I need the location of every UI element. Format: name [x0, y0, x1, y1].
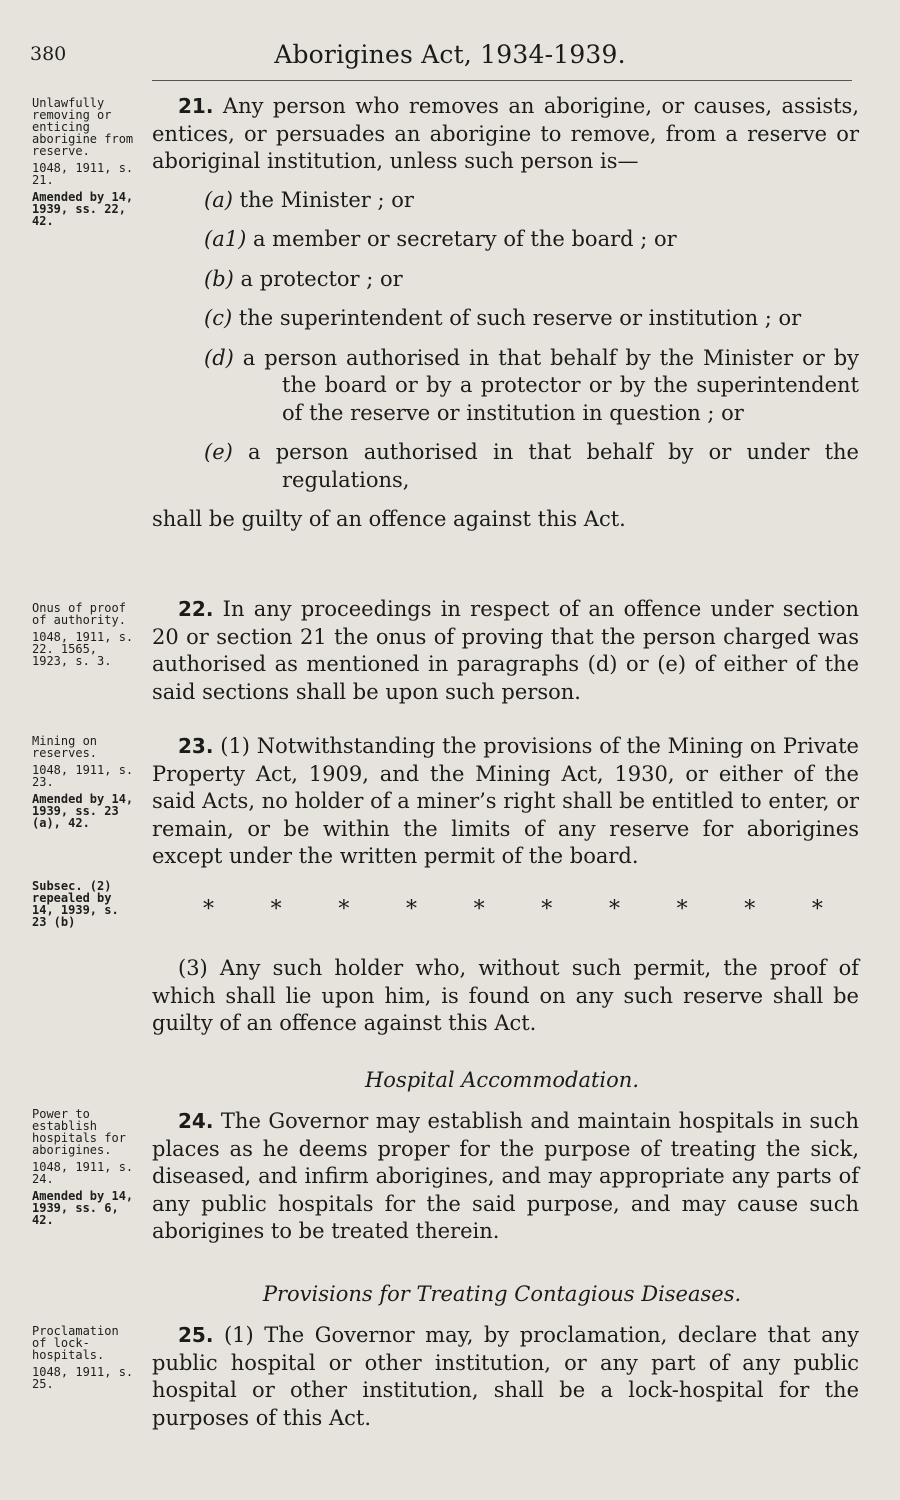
item-label: (b): [204, 266, 234, 291]
margin-note-amended: Amended by 14, 1939, ss. 6, 42.: [32, 1189, 134, 1227]
item-label: (c): [204, 306, 233, 330]
header-divider: [152, 80, 852, 81]
margin-note-ref: 1048, 1911, s. 24.: [32, 1160, 134, 1186]
margin-note-s24: [32, 1108, 140, 1231]
star: *: [811, 897, 823, 922]
margin-note-amended: Amended by 14, 1939, ss. 22, 42.: [32, 190, 134, 228]
item-text: the Minister ; or: [239, 187, 414, 212]
section-number: 23.: [178, 734, 214, 758]
section-22: [152, 596, 859, 706]
star: *: [473, 897, 485, 922]
margin-note-s25: [32, 1325, 140, 1395]
section-23: [152, 733, 859, 871]
star: *: [744, 897, 756, 922]
heading-contagious-diseases: Provisions for Treating Contagious Diseases.: [262, 1282, 742, 1306]
margin-note-s23-subsec: [32, 880, 140, 933]
section-text: In any proceedings in respect of an offence under section 20 or section 21 the onus of proving that the person charged was authorised as mentioned in paragraphs (d) or (e) of either of the said sections shall be upon such person.: [152, 597, 859, 704]
margin-note-ref: 1048, 1911, s. 21.: [32, 161, 134, 187]
margin-note-ref: 1048, 1911, s. 23.: [32, 763, 134, 789]
item-text: a person authorised in that behalf by the Minister or by the board or by a protector or by the superintendent of the reserve or institution in question ; or: [242, 345, 860, 425]
list-item: [152, 266, 859, 294]
section-number: 22.: [178, 597, 214, 621]
margin-note-amended: Amended by 14, 1939, ss. 23 (a), 42.: [32, 792, 134, 830]
star: *: [338, 897, 350, 922]
section-21-conclusion: shall be guilty of an offence against this Act.: [152, 507, 626, 531]
star: *: [608, 897, 620, 922]
section-text: Any person who removes an aborigine, or causes, assists, entices, or persuades an aborigine to remove, from a reserve or aboriginal institution, unless such person is—: [152, 94, 859, 173]
margin-note-title: Unlawfully removing or enticing aborigine from reserve.: [32, 96, 134, 158]
section-23-text: [152, 733, 859, 871]
item-text: a protector ; or: [240, 266, 403, 291]
section-text: (1) Notwithstanding the provisions of the Mining on Private Property Act, 1909, and the Mining Act, 1930, or either of the said Acts, no holder of a miner’s right shall be entitled to enter, or remain, or be within the limits of any reserve for aborigines except under the written permit of the board.: [152, 734, 859, 868]
item-label: (a): [204, 187, 233, 212]
item-text: a member or secretary of the board ; or: [252, 227, 677, 251]
section-22-text: [152, 596, 859, 706]
section-25-text: [152, 1322, 859, 1432]
page-title: Aborigines Act, 1934-1939.: [274, 40, 626, 69]
item-label: (e): [204, 440, 233, 464]
section-text: (1) The Governor may, by proclamation, declare that any public hospital or other institution, or any part of any public hospital or other institution, shall be a lock-hospital for the purposes of this Act.: [152, 1323, 859, 1430]
list-item: [152, 187, 859, 215]
margin-note-ref: 1048, 1911, s. 25.: [32, 1365, 134, 1391]
list-item: [152, 305, 859, 333]
section-number: 21.: [178, 94, 214, 118]
subsection-text: (3) Any such holder who, without such permit, the proof of which shall lie upon him, is found on any such reserve shall be guilty of an offence against this Act.: [152, 956, 859, 1035]
margin-note-s23: [32, 735, 140, 834]
item-label: (a1): [204, 227, 247, 251]
section-25: [152, 1322, 859, 1432]
omission-stars: [203, 897, 823, 922]
star: *: [541, 897, 553, 922]
item-label: (d): [204, 345, 234, 370]
section-number: 25.: [178, 1323, 214, 1347]
heading-hospital-accommodation: Hospital Accommodation.: [364, 1068, 639, 1092]
margin-note-s22: [32, 602, 140, 672]
margin-note-title: Mining on reserves.: [32, 734, 98, 760]
section-number: 24.: [178, 1109, 214, 1133]
margin-note-repealed: Subsec. (2) repealed by 14, 1939, s. 23 (b): [32, 879, 119, 929]
list-item: [152, 439, 859, 494]
margin-note-ref: 1048, 1911, s. 22. 1565, 1923, s. 3.: [32, 630, 134, 668]
section-21: [152, 93, 859, 534]
section-text: The Governor may establish and maintain hospitals in such places as he deems proper for the purpose of treating the sick, diseased, and infirm aborigines, and may appropriate any parts of any public hospitals for the said purpose, and may cause such aborigines to be treated therein.: [152, 1109, 859, 1243]
star: *: [270, 897, 282, 922]
list-item: [152, 226, 859, 254]
section-21-intro: [152, 93, 859, 176]
margin-note-title: Proclamation of lock-hospitals.: [32, 1324, 119, 1362]
section-24: [152, 1108, 859, 1246]
section-23-subsection-3: [152, 955, 859, 1038]
item-text: the superintendent of such reserve or institution ; or: [238, 306, 802, 330]
margin-note-title: Power to establish hospitals for aborigines.: [32, 1107, 126, 1157]
section-24-text: [152, 1108, 859, 1246]
list-item: [152, 345, 859, 428]
star: *: [203, 897, 214, 922]
section-21-items: [152, 187, 859, 495]
star: *: [676, 897, 688, 922]
margin-note-title: Onus of proof of authority.: [32, 601, 126, 627]
page-number: 380: [30, 43, 67, 65]
star: *: [405, 897, 417, 922]
item-text: a person authorised in that behalf by or under the regulations,: [248, 440, 859, 492]
margin-note-s21: [32, 97, 140, 232]
